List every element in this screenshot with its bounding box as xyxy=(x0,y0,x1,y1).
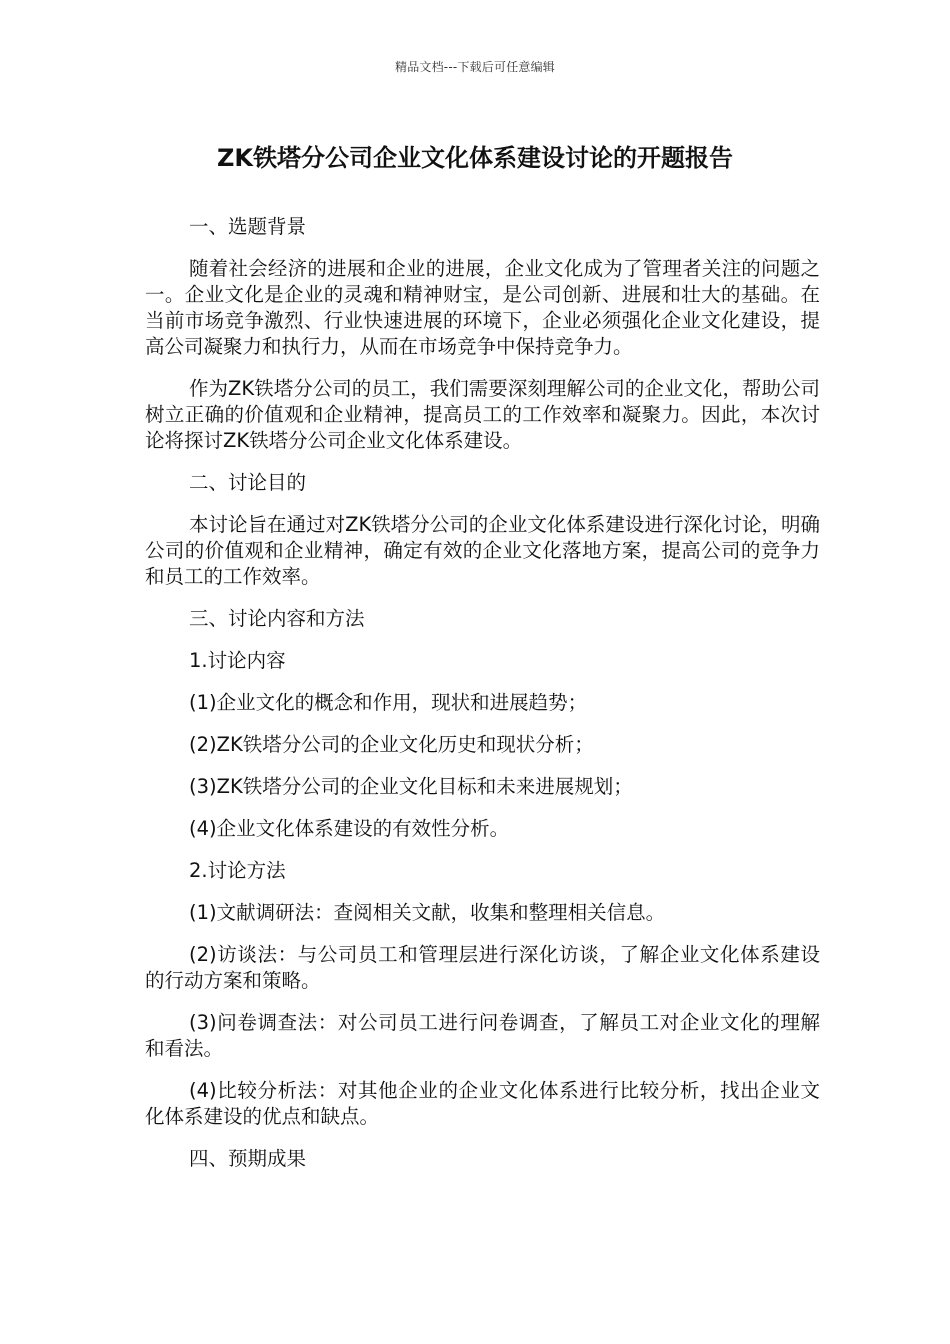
list-item-method-4: (4)比较分析法：对其他企业的企业文化体系进行比较分析，找出企业文化体系建设的优点和缺点。 xyxy=(145,1079,820,1128)
section-heading-expected-results: 四、预期成果 xyxy=(189,1147,307,1170)
list-item-content-1: (1)企业文化的概念和作用，现状和进展趋势； xyxy=(189,691,588,714)
document-title: ZK铁塔分公司企业文化体系建设讨论的开题报告 xyxy=(217,144,733,172)
subheading-method: 2.讨论方法 xyxy=(189,859,286,882)
section-heading-background: 一、选题背景 xyxy=(189,215,307,238)
list-item-content-4: (4)企业文化体系建设的有效性分析。 xyxy=(189,817,510,840)
list-item-method-2: (2)访谈法：与公司员工和管理层进行深化访谈，了解企业文化体系建设的行动方案和策略。 xyxy=(145,943,820,992)
list-item-method-3: (3)问卷调查法：对公司员工进行问卷调查，了解员工对企业文化的理解和看法。 xyxy=(145,1011,820,1060)
subheading-content: 1.讨论内容 xyxy=(189,649,286,672)
list-item-content-2: (2)ZK铁塔分公司的企业文化历史和现状分析； xyxy=(189,733,594,756)
section-heading-content-method: 三、讨论内容和方法 xyxy=(189,607,365,630)
list-item-content-3: (3)ZK铁塔分公司的企业文化目标和未来进展规划； xyxy=(189,775,633,798)
paragraph-purpose: 本讨论旨在通过对ZK铁塔分公司的企业文化体系建设进行深化讨论，明确公司的价值观和企业精神，确定有效的企业文化落地方案，提高公司的竞争力和员工的工作效率。 xyxy=(145,513,820,588)
section-heading-purpose: 二、讨论目的 xyxy=(189,471,307,494)
paragraph-background-2: 作为ZK铁塔分公司的员工，我们需要深刻理解公司的企业文化，帮助公司树立正确的价值观和企业精神，提高员工的工作效率和凝聚力。因此，本次讨论将探讨ZK铁塔分公司企业文化体系建设。 xyxy=(145,377,820,452)
list-item-method-1: (1)文献调研法：查阅相关文献，收集和整理相关信息。 xyxy=(189,901,666,924)
document-body xyxy=(145,214,820,1188)
paragraph-background-1: 随着社会经济的进展和企业的进展，企业文化成为了管理者关注的问题之一。企业文化是企业的灵魂和精神财宝，是公司创新、进展和壮大的基础。在当前市场竞争激烈、行业快速进展的环境下，企业必须强化企业文化建设，提高公司凝聚力和执行力，从而在市场竞争中保持竞争力。 xyxy=(145,257,820,358)
header-note: 精品文档---下载后可任意编辑 xyxy=(395,60,555,74)
